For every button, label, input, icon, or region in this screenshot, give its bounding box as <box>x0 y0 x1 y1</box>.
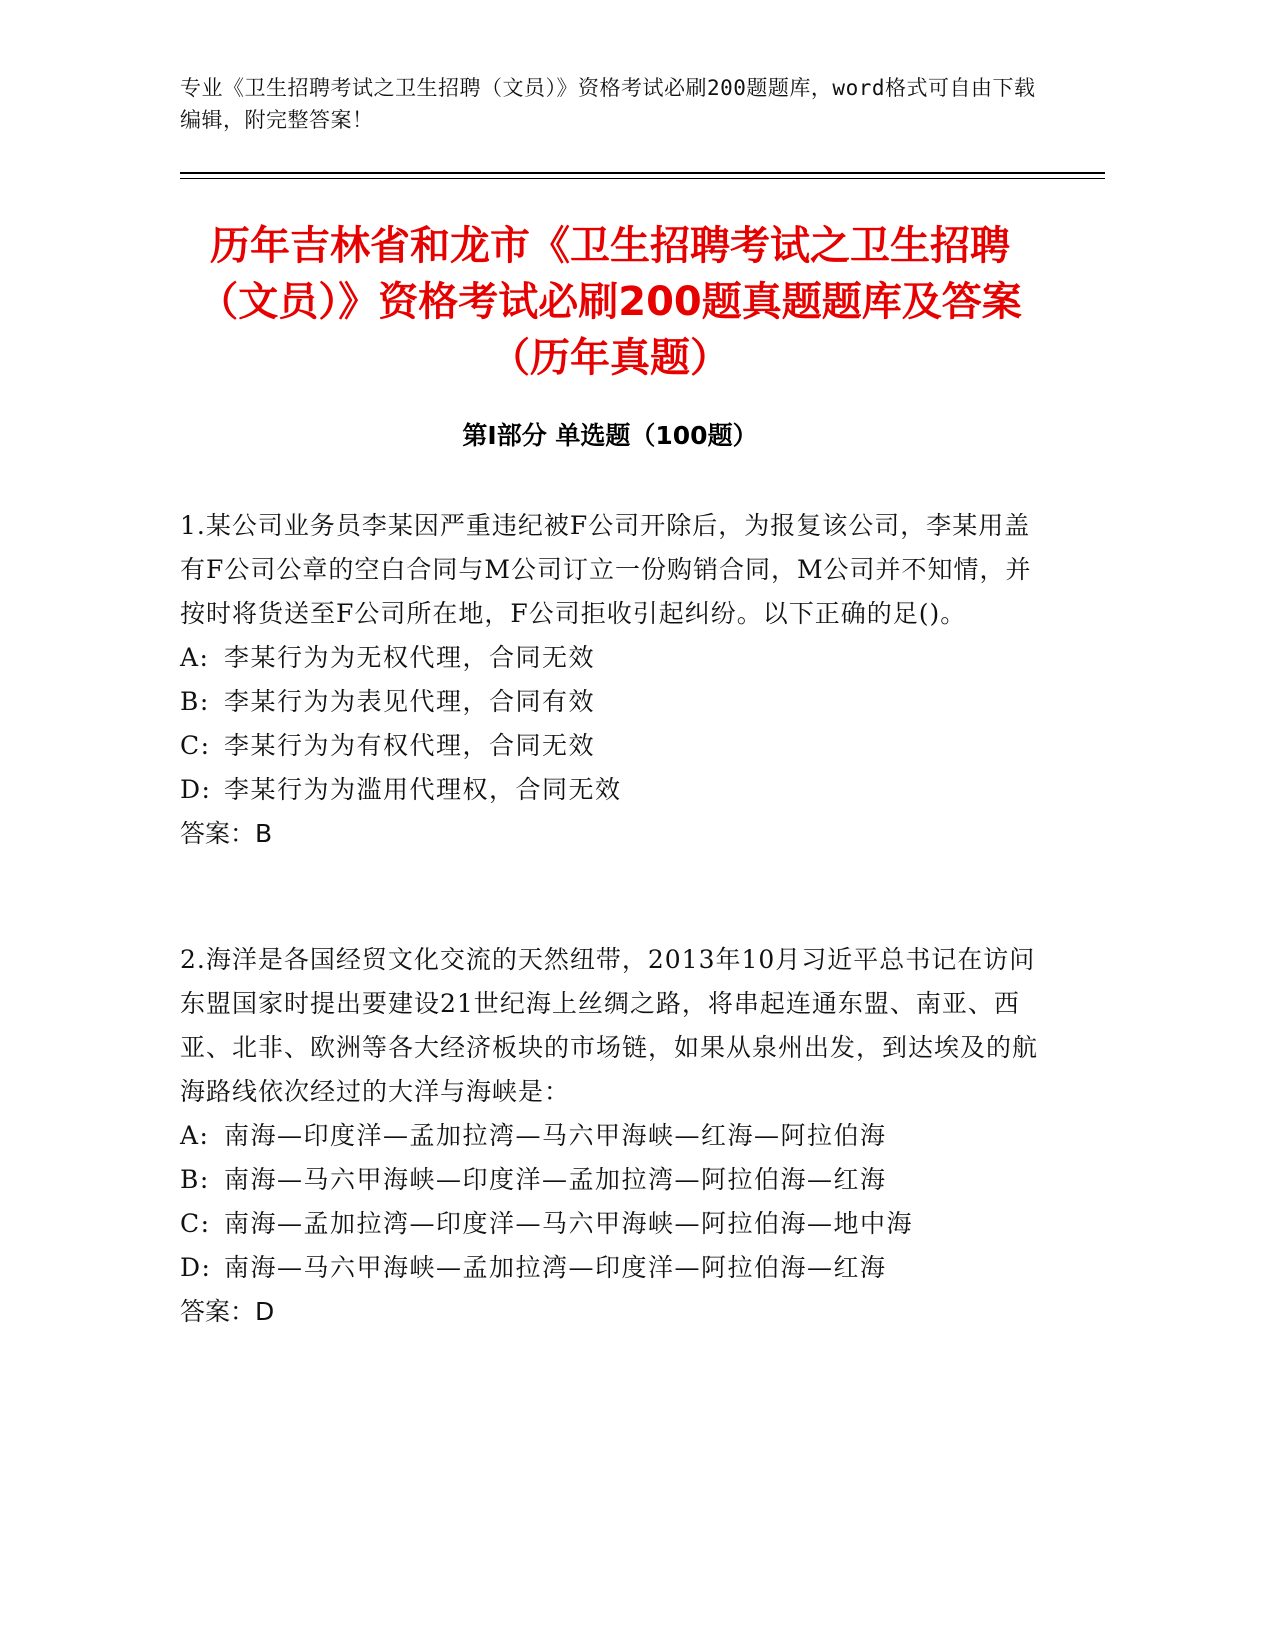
header-rule-thick <box>180 172 1105 174</box>
option-text: 李某行为为表见代理，合同有效 <box>224 687 596 716</box>
option-letter: C: <box>180 731 211 760</box>
option-text: 李某行为为滥用代理权，合同无效 <box>224 775 622 804</box>
header-rule-thin <box>180 178 1105 179</box>
option-letter: A: <box>180 643 210 672</box>
option-text: 南海—孟加拉湾—印度洋—马六甲海峡—阿拉伯海—地中海 <box>224 1209 914 1238</box>
header-note: 专业《卫生招聘考试之卫生招聘（文员）》资格考试必刷200题题库，word格式可自由下载编辑，附完整答案！ <box>180 76 1036 132</box>
section-heading: 第I部分 单选题（100题） <box>462 421 758 450</box>
option-letter: C: <box>180 1209 211 1238</box>
option-d <box>180 768 1040 812</box>
answer-line: 答案：D <box>180 1297 275 1326</box>
option-text: 南海—马六甲海峡—孟加拉湾—印度洋—阿拉伯海—红海 <box>224 1253 887 1282</box>
option-letter: B: <box>180 687 210 716</box>
option-text: 南海—马六甲海峡—印度洋—孟加拉湾—阿拉伯海—红海 <box>224 1165 887 1194</box>
option-b <box>180 680 1040 724</box>
option-text: 李某行为为无权代理，合同无效 <box>224 643 596 672</box>
answer-line: 答案：B <box>180 819 273 848</box>
question-1 <box>180 504 1040 856</box>
option-letter: A: <box>180 1121 210 1150</box>
option-text: 李某行为为有权代理，合同无效 <box>224 731 596 760</box>
question-stem: 1.某公司业务员李某因严重违纪被F公司开除后，为报复该公司，李某用盖有F公司公章的空白合同与M公司订立一份购销合同，M公司并不知情，并按时将货送至F公司所在地，F公司拒收引起纠纷。以下正确的足()。 <box>180 511 1032 628</box>
option-c <box>180 1202 1040 1246</box>
document-title: 历年吉林省和龙市《卫生招聘考试之卫生招聘（文员）》资格考试必刷200题真题题库及答案（历年真题） <box>198 223 1022 381</box>
option-text: 南海—印度洋—孟加拉湾—马六甲海峡—红海—阿拉伯海 <box>224 1121 887 1150</box>
option-d <box>180 1246 1040 1290</box>
option-c <box>180 724 1040 768</box>
question-2 <box>180 938 1040 1334</box>
option-a <box>180 636 1040 680</box>
option-letter: D: <box>180 775 212 804</box>
option-a <box>180 1114 1040 1158</box>
option-b <box>180 1158 1040 1202</box>
option-letter: D: <box>180 1253 212 1282</box>
option-letter: B: <box>180 1165 210 1194</box>
question-stem: 2.海洋是各国经贸文化交流的天然纽带，2013年10月习近平总书记在访问东盟国家时提出要建设21世纪海上丝绸之路，将串起连通东盟、南亚、西亚、北非、欧洲等各大经济板块的市场链，如果从泉州出发，到达埃及的航海路线依次经过的大洋与海峡是： <box>180 945 1039 1106</box>
